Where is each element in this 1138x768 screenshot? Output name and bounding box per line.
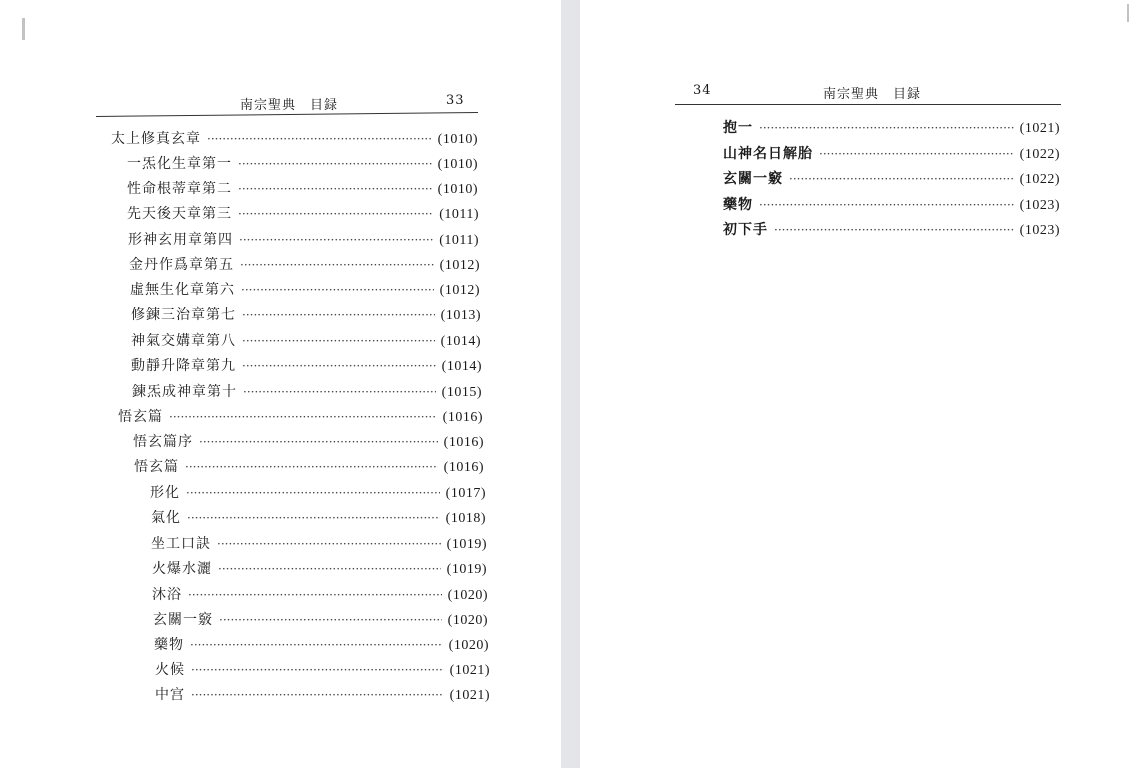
toc-entry	[132, 383, 482, 402]
toc-entry-title: 動靜升降章第九	[131, 358, 236, 374]
toc-entry-page: (1017)	[445, 486, 486, 501]
toc-entry-page: (1014)	[441, 359, 482, 374]
toc-entry-title: 玄關一竅	[153, 612, 213, 628]
scan-artifact	[22, 18, 25, 40]
toc-entry-title: 修鍊三治章第七	[131, 307, 236, 323]
toc-entry-title: 悟玄篇	[118, 409, 163, 425]
toc-entry-page: (1022)	[1019, 147, 1060, 162]
toc-entry-title: 神氣交媾章第八	[131, 333, 236, 349]
toc-entry	[153, 611, 488, 630]
toc-entry-title: 火候	[155, 662, 185, 678]
left-header-title: 南宗聖典 目録	[240, 98, 339, 113]
toc-entry-title: 坐工口訣	[151, 536, 211, 552]
dot-leader	[169, 408, 437, 426]
toc-entry	[127, 180, 478, 199]
toc-entry-title: 火爆水灑	[152, 561, 212, 577]
toc-entry	[152, 560, 487, 579]
toc-entry-page: (1021)	[1019, 121, 1060, 136]
dot-leader	[774, 221, 1014, 239]
dot-leader	[188, 586, 442, 604]
toc-entry	[129, 256, 480, 275]
toc-entry-title: 一炁化生章第一	[127, 156, 232, 172]
toc-entry-page: (1015)	[441, 385, 482, 400]
toc-entry	[134, 458, 484, 477]
toc-entry-page: (1010)	[437, 182, 478, 197]
right-page	[580, 0, 1138, 768]
toc-entry-page: (1010)	[437, 132, 478, 147]
toc-entry-page: (1014)	[440, 334, 481, 349]
toc-entry-page: (1016)	[443, 460, 484, 475]
right-header-title: 南宗聖典 目録	[823, 87, 922, 102]
toc-entry-title: 虛無生化章第六	[130, 282, 235, 298]
toc-entry	[133, 433, 484, 452]
dot-leader	[190, 636, 443, 654]
toc-entry-title: 太上修真玄章	[111, 131, 201, 147]
toc-entry-page: (1021)	[449, 688, 490, 703]
scan-artifact	[1127, 4, 1129, 22]
toc-entry-page: (1011)	[439, 233, 479, 248]
toc-entry-page: (1019)	[446, 537, 487, 552]
dot-leader	[789, 170, 1014, 188]
dot-leader	[242, 357, 436, 375]
toc-entry	[155, 686, 490, 705]
toc-entry	[128, 231, 479, 250]
toc-entry-page: (1020)	[447, 588, 488, 603]
toc-entry-title: 悟玄篇序	[133, 434, 193, 450]
toc-entry-title: 中宫	[155, 687, 185, 703]
toc-entry-page: (1019)	[446, 562, 487, 577]
toc-entry	[127, 205, 479, 224]
toc-entry-title: 先天後天章第三	[127, 206, 232, 222]
toc-entry	[111, 130, 478, 149]
toc-entry-page: (1022)	[1019, 172, 1060, 187]
dot-leader	[759, 196, 1014, 214]
dot-leader	[239, 231, 433, 249]
toc-entry-title: 山神名日解胎	[723, 146, 813, 162]
toc-entry-title: 藥物	[723, 197, 753, 213]
dot-leader	[185, 458, 438, 476]
toc-entry-title: 抱一	[723, 120, 753, 136]
toc-entry	[723, 221, 1060, 240]
toc-entry-page: (1023)	[1019, 223, 1060, 238]
toc-entry-title: 藥物	[154, 637, 184, 653]
toc-entry-title: 形化	[150, 485, 180, 501]
left-page-number: 33	[446, 93, 465, 108]
toc-entry	[151, 535, 487, 554]
toc-entry	[131, 306, 481, 325]
toc-entry-page: (1010)	[437, 157, 478, 172]
toc-entry-page: (1012)	[439, 283, 480, 298]
toc-entry	[131, 357, 482, 376]
dot-leader	[242, 332, 435, 350]
dot-leader	[238, 205, 433, 223]
toc-entry-page: (1023)	[1019, 198, 1060, 213]
toc-entry-title: 沐浴	[152, 587, 182, 603]
dot-leader	[238, 155, 432, 173]
toc-entry-page: (1016)	[443, 435, 484, 450]
toc-entry	[723, 145, 1060, 164]
toc-entry	[131, 332, 481, 351]
dot-leader	[241, 281, 434, 299]
dot-leader	[207, 130, 432, 148]
toc-entry-page: (1021)	[449, 663, 490, 678]
dot-leader	[219, 611, 442, 629]
dot-leader	[191, 661, 444, 679]
toc-entry	[155, 661, 490, 680]
right-page-number: 34	[693, 83, 712, 98]
toc-entry-title: 初下手	[723, 222, 768, 238]
dot-leader	[186, 484, 440, 502]
toc-entry	[154, 636, 489, 655]
toc-entry-title: 玄關一竅	[723, 171, 783, 187]
toc-entry	[723, 196, 1060, 215]
toc-entry-page: (1013)	[440, 308, 481, 323]
toc-entry-page: (1011)	[439, 207, 479, 222]
dot-leader	[238, 180, 432, 198]
toc-entry-title: 形神玄用章第四	[128, 232, 233, 248]
dot-leader	[199, 433, 438, 451]
toc-entry-page: (1016)	[442, 410, 483, 425]
dot-leader	[217, 535, 441, 553]
toc-entry-page: (1012)	[439, 258, 480, 273]
dot-leader	[243, 383, 436, 401]
toc-entry	[151, 509, 486, 528]
dot-leader	[240, 256, 434, 274]
toc-entry	[723, 170, 1060, 189]
toc-entry-page: (1020)	[448, 638, 489, 653]
toc-entry	[118, 408, 483, 427]
dot-leader	[759, 119, 1014, 137]
dot-leader	[819, 145, 1014, 163]
toc-entry-page: (1018)	[445, 511, 486, 526]
right-header-rule	[675, 104, 1061, 105]
dot-leader	[242, 306, 435, 324]
toc-entry-title: 金丹作爲章第五	[129, 257, 234, 273]
toc-entry	[130, 281, 480, 300]
toc-entry	[150, 484, 486, 503]
dot-leader	[187, 509, 440, 527]
toc-entry-title: 悟玄篇	[134, 459, 179, 475]
toc-entry-page: (1020)	[447, 613, 488, 628]
toc-entry	[152, 586, 488, 605]
toc-entry	[127, 155, 478, 174]
left-page	[0, 0, 561, 768]
dot-leader	[218, 560, 441, 578]
toc-entry-title: 氣化	[151, 510, 181, 526]
dot-leader	[191, 686, 444, 704]
toc-entry	[723, 119, 1060, 138]
toc-entry-title: 鍊炁成神章第十	[132, 384, 237, 400]
toc-entry-title: 性命根蒂章第二	[127, 181, 232, 197]
